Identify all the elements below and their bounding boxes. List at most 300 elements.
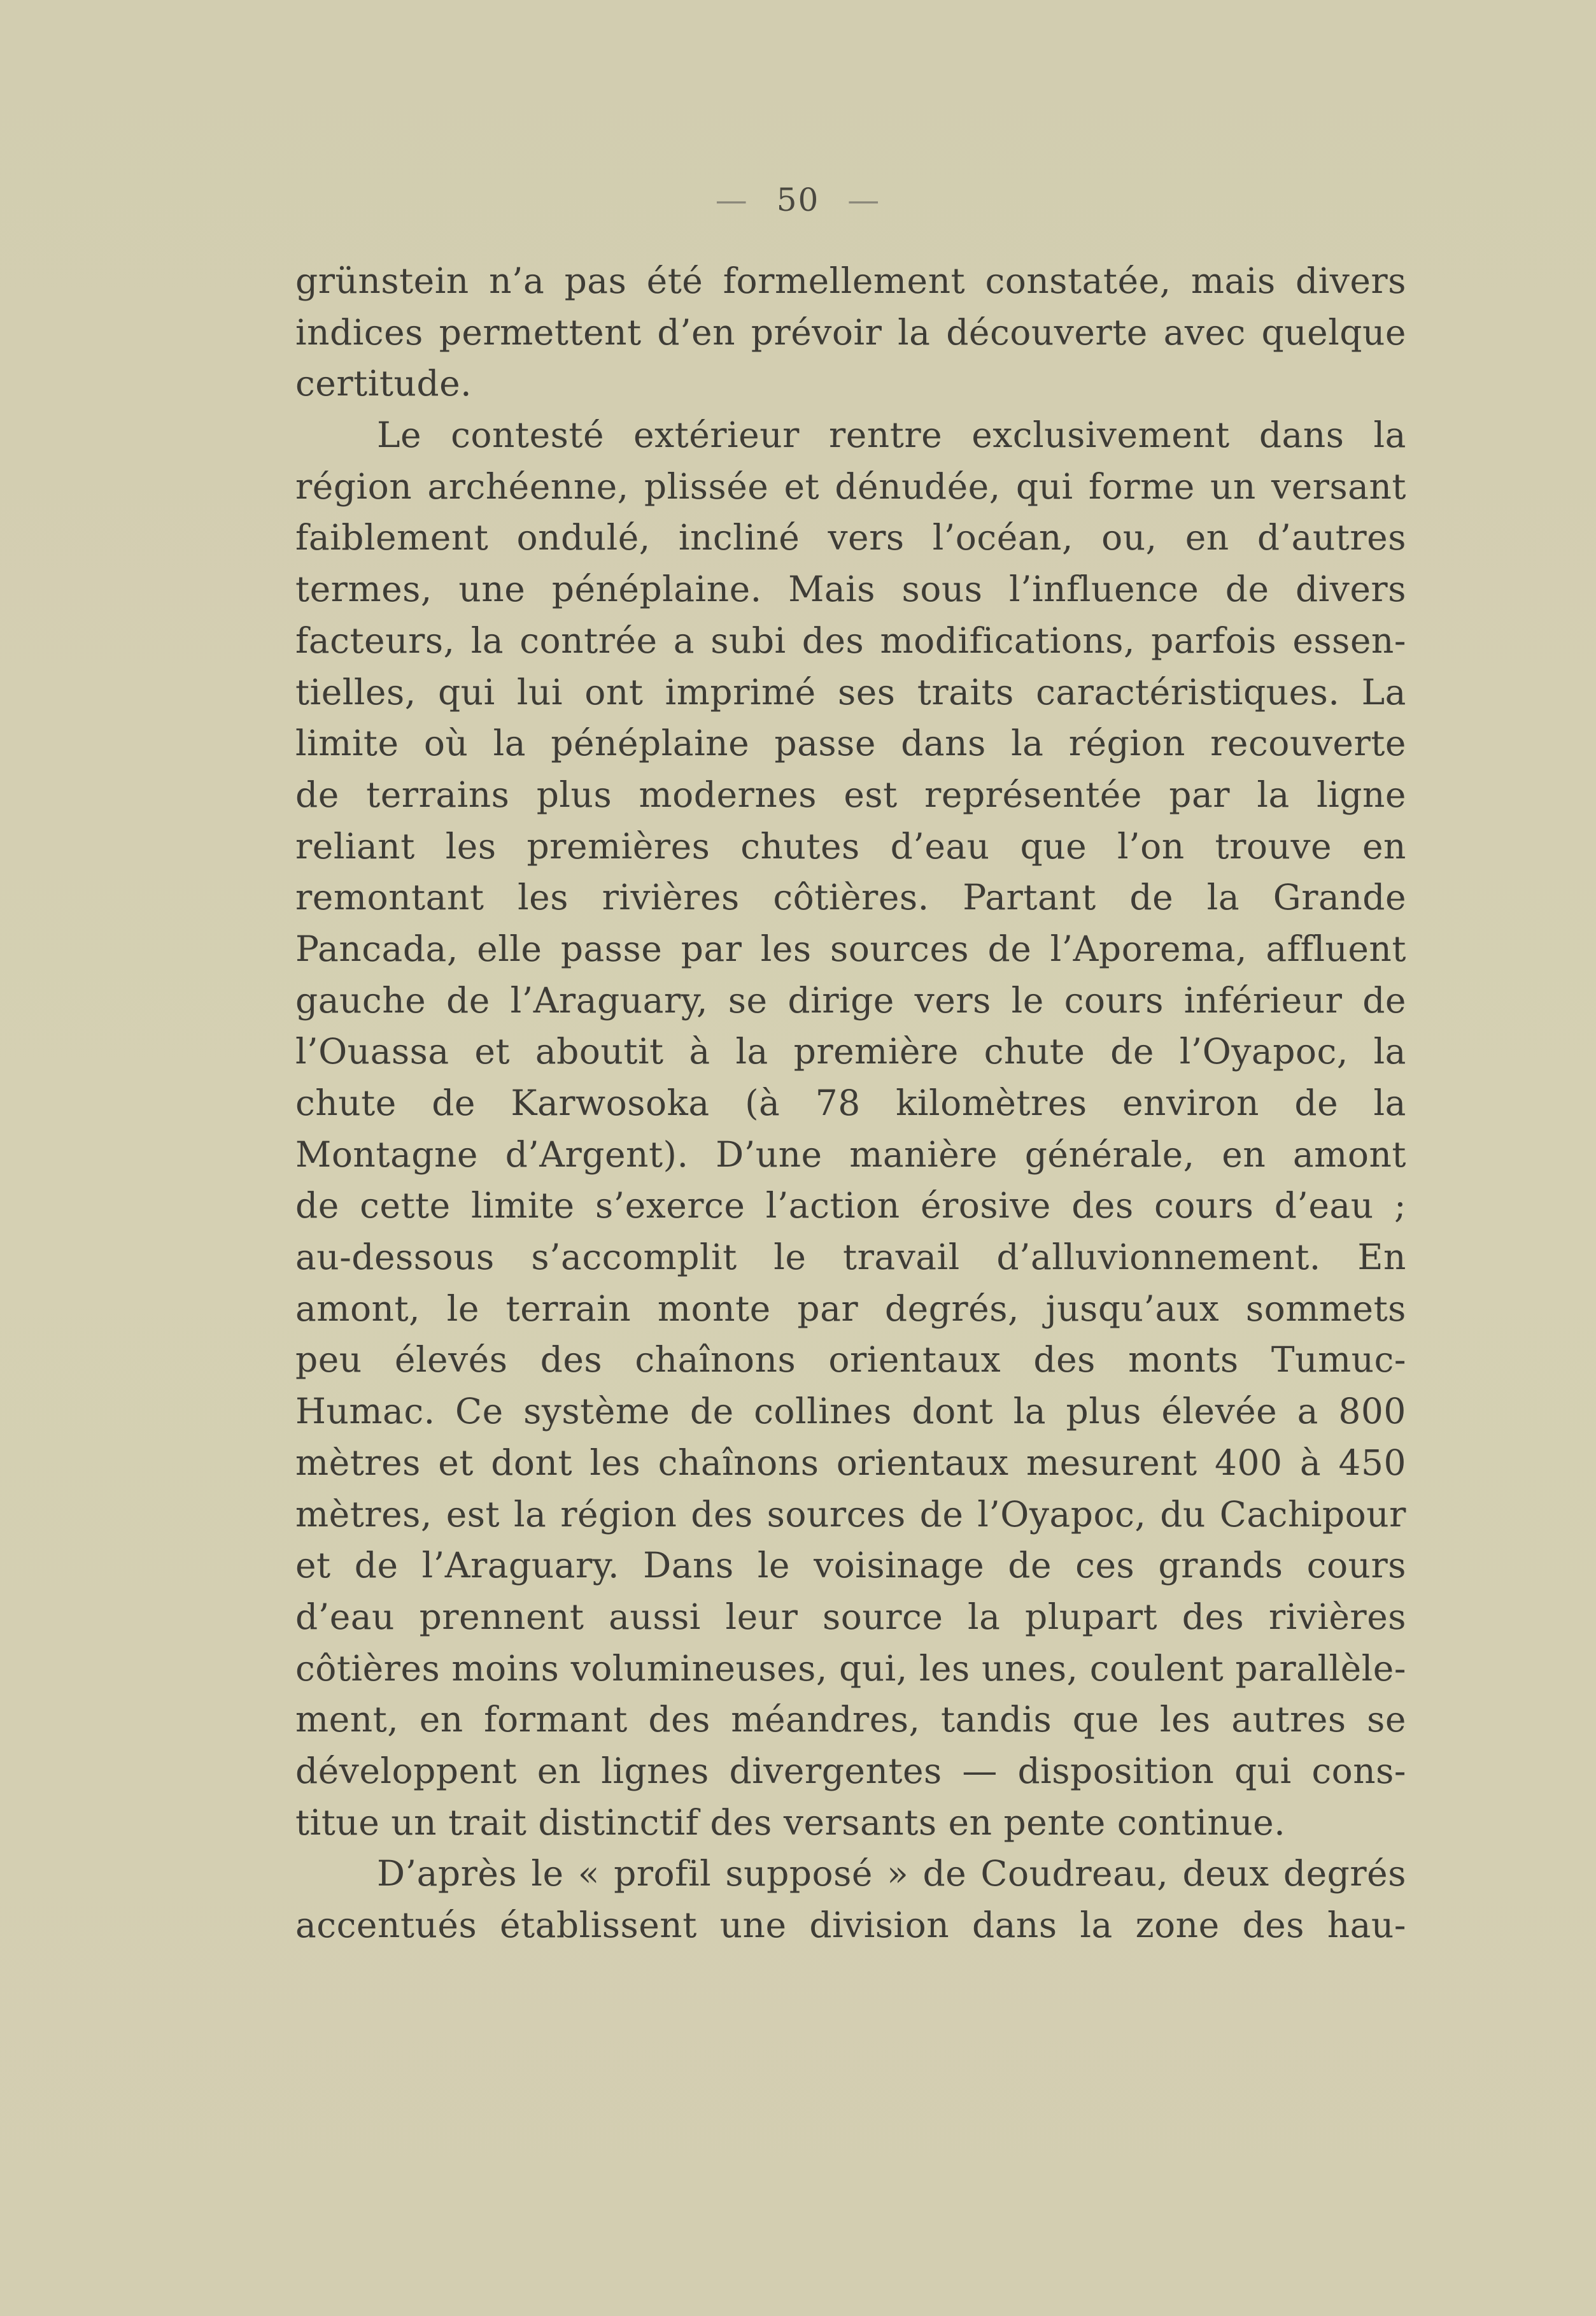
- text-line: [295, 872, 1406, 923]
- word: imprimé: [665, 671, 816, 713]
- word: premières: [526, 825, 710, 867]
- text-line: [295, 1797, 1406, 1849]
- word: qui: [1234, 1750, 1292, 1791]
- word: de: [1110, 1031, 1154, 1072]
- word: formant: [484, 1699, 628, 1740]
- word: lui: [516, 671, 563, 713]
- text-line: [295, 1232, 1406, 1283]
- word: par: [797, 1288, 859, 1329]
- word: Karwosoka: [511, 1083, 710, 1123]
- word: contrée: [519, 620, 658, 661]
- word: monts: [1128, 1339, 1239, 1381]
- word: générale,: [1024, 1133, 1195, 1175]
- word: l’Araguary.: [421, 1545, 620, 1586]
- word: jusqu’aux: [1045, 1288, 1220, 1329]
- word: ses: [837, 671, 896, 713]
- word: la: [1011, 723, 1044, 764]
- word: source: [822, 1596, 943, 1637]
- word: Le: [377, 415, 422, 456]
- word: d’eau: [295, 1596, 395, 1637]
- word: première: [793, 1031, 959, 1072]
- word: le: [446, 1288, 479, 1329]
- word: élevés: [394, 1339, 508, 1381]
- word: chute: [984, 1031, 1085, 1072]
- word: des: [540, 1339, 603, 1381]
- word: développent: [295, 1750, 518, 1791]
- word: des: [648, 1699, 710, 1740]
- word: cours: [1306, 1545, 1406, 1586]
- word: qui: [437, 671, 495, 713]
- word: degrés: [1283, 1853, 1406, 1894]
- word: subi: [710, 620, 786, 661]
- word: de: [446, 979, 490, 1021]
- word: mais: [1190, 260, 1276, 301]
- word: leur: [725, 1596, 798, 1637]
- word: l’océan,: [932, 517, 1073, 558]
- word: pas: [564, 260, 627, 301]
- word: l’influence: [1008, 569, 1199, 610]
- word: se: [1367, 1699, 1406, 1740]
- text-line: [295, 1643, 1406, 1694]
- word: été: [646, 260, 703, 301]
- word: environ: [1122, 1083, 1259, 1123]
- word: de: [295, 1185, 339, 1226]
- word: la: [1206, 877, 1240, 918]
- word: collines: [754, 1391, 892, 1432]
- text-line: [295, 1077, 1406, 1129]
- word: ondulé,: [516, 517, 651, 558]
- word: Dans: [643, 1545, 734, 1586]
- word: Cachipour: [1219, 1493, 1406, 1535]
- word: l’Oyapoc,: [977, 1493, 1147, 1535]
- word: a: [673, 620, 695, 661]
- word: Humac.: [295, 1391, 435, 1432]
- word: voisinage: [814, 1545, 985, 1586]
- text-line: [295, 512, 1406, 564]
- word: orientaux: [828, 1339, 1001, 1381]
- text-line: [295, 1334, 1406, 1386]
- word: le: [773, 1237, 807, 1278]
- word: En: [1357, 1237, 1406, 1278]
- word: D’une: [716, 1133, 823, 1175]
- word: 450: [1338, 1442, 1406, 1483]
- word: l’Ouassa: [295, 1031, 449, 1072]
- word: tielles,: [295, 671, 416, 713]
- word: région: [560, 1493, 677, 1535]
- word: les: [760, 928, 812, 969]
- word: —: [962, 1750, 998, 1791]
- word: que: [1072, 1699, 1140, 1740]
- word: chaînons: [635, 1339, 796, 1381]
- word: région: [295, 465, 413, 507]
- word: établissent: [499, 1905, 697, 1945]
- text-line: [295, 1694, 1406, 1745]
- word: termes,: [295, 569, 432, 610]
- word: peu: [295, 1339, 362, 1381]
- word: Mais: [788, 569, 876, 610]
- text-line: [295, 769, 1406, 821]
- text-line: [295, 1489, 1406, 1540]
- header-dash-left: —: [715, 181, 749, 218]
- text-line: [295, 718, 1406, 769]
- word: un: [1210, 465, 1256, 507]
- word: Montagne: [295, 1133, 478, 1175]
- word: côtières.: [773, 877, 929, 918]
- text-line: [295, 409, 1406, 461]
- word: parallèle-: [1235, 1647, 1406, 1689]
- text-line: [295, 615, 1406, 667]
- text-line: [295, 255, 1406, 307]
- text-line: [295, 821, 1406, 872]
- text-line: [295, 1900, 1406, 1951]
- word: d’autres: [1257, 517, 1406, 558]
- word: et: [438, 1442, 474, 1483]
- text-line: [295, 1283, 1406, 1335]
- line-text: titue un trait distinctif des versants en pente continue.: [295, 1801, 1286, 1843]
- word: les: [1159, 1699, 1211, 1740]
- word: divers: [1296, 260, 1406, 301]
- word: divergentes: [729, 1750, 942, 1791]
- word: 800: [1338, 1391, 1406, 1432]
- word: limite: [295, 723, 399, 764]
- word: avec: [1163, 311, 1246, 353]
- word: sommets: [1245, 1288, 1406, 1329]
- word: érosive: [920, 1185, 1051, 1226]
- word: de: [1362, 979, 1406, 1021]
- word: méandres,: [731, 1699, 921, 1740]
- word: »: [887, 1853, 909, 1894]
- word: kilomètres: [896, 1083, 1087, 1123]
- word: mètres: [295, 1442, 421, 1483]
- word: amont: [1292, 1133, 1406, 1175]
- word: permettent: [439, 311, 642, 353]
- word: ligne: [1317, 774, 1406, 815]
- word: chute: [295, 1083, 397, 1123]
- word: la: [1080, 1905, 1113, 1945]
- word: d’alluvionnement.: [996, 1237, 1321, 1278]
- word: degrés,: [884, 1288, 1019, 1329]
- word: trouve: [1215, 825, 1332, 867]
- word: caractéristiques.: [1036, 671, 1340, 713]
- word: de: [922, 1853, 967, 1894]
- word: limite: [471, 1185, 575, 1226]
- word: l’action: [765, 1185, 900, 1226]
- word: autres: [1231, 1699, 1346, 1740]
- page-number: 50: [776, 181, 820, 218]
- text-line: [295, 923, 1406, 975]
- word: par: [1169, 774, 1231, 815]
- word: et: [784, 465, 820, 507]
- word: cours: [1154, 1185, 1254, 1226]
- header-dash-right: —: [847, 181, 881, 218]
- text-line: [295, 1848, 1406, 1900]
- word: zone: [1135, 1905, 1220, 1945]
- word: supposé: [725, 1853, 873, 1894]
- word: à: [689, 1031, 710, 1072]
- line-text: certitude.: [295, 363, 472, 404]
- word: Coudreau,: [980, 1853, 1169, 1894]
- word: de: [432, 1083, 476, 1123]
- word: système: [523, 1391, 670, 1432]
- word: chutes: [740, 825, 860, 867]
- word: des: [802, 620, 865, 661]
- word: volumineuses,: [570, 1647, 828, 1689]
- word: ont: [584, 671, 644, 713]
- word: dénudée,: [835, 465, 1001, 507]
- word: prennent: [419, 1596, 584, 1637]
- word: parfois: [1151, 620, 1277, 661]
- word: de: [295, 774, 339, 815]
- word: mètres,: [295, 1493, 432, 1535]
- word: des: [1182, 1596, 1245, 1637]
- word: et: [474, 1031, 511, 1072]
- word: ment,: [295, 1699, 399, 1740]
- word: Ce: [455, 1391, 504, 1432]
- word: que: [1020, 825, 1087, 867]
- word: quelque: [1261, 311, 1406, 353]
- word: (à: [745, 1083, 780, 1123]
- word: grands: [1158, 1545, 1283, 1586]
- body-text: [295, 255, 1406, 1951]
- text-line: [295, 1386, 1406, 1437]
- word: est: [844, 774, 898, 815]
- word: de: [689, 1391, 734, 1432]
- text-line: [295, 358, 1406, 409]
- word: élevée: [1161, 1391, 1278, 1432]
- word: des: [1071, 1185, 1134, 1226]
- text-line: [295, 1129, 1406, 1181]
- word: lignes: [601, 1750, 709, 1791]
- word: d’eau: [890, 825, 990, 867]
- word: et: [295, 1545, 331, 1586]
- text-line: [295, 975, 1406, 1027]
- word: dirige: [787, 979, 894, 1021]
- word: de: [987, 928, 1032, 969]
- word: dans: [1259, 415, 1345, 456]
- word: les: [445, 825, 497, 867]
- word: pénéplaine: [551, 723, 750, 764]
- word: est: [446, 1493, 500, 1535]
- word: grünstein: [295, 260, 469, 301]
- word: ;: [1394, 1185, 1406, 1226]
- word: deux: [1182, 1853, 1269, 1894]
- word: 400: [1215, 1442, 1283, 1483]
- word: s’exerce: [595, 1185, 745, 1226]
- word: Pancada,: [295, 928, 458, 969]
- text-line: [295, 1026, 1406, 1077]
- word: Grande: [1273, 877, 1406, 918]
- word: n’a: [489, 260, 545, 301]
- word: D’après: [377, 1853, 518, 1894]
- word: accentués: [295, 1905, 477, 1945]
- word: de: [1294, 1083, 1339, 1123]
- word: où: [423, 723, 469, 764]
- word: une: [719, 1905, 787, 1945]
- word: essen-: [1292, 620, 1406, 661]
- word: division: [809, 1905, 950, 1945]
- word: d’en: [657, 311, 736, 353]
- text-line: [295, 667, 1406, 718]
- text-line: [295, 1591, 1406, 1643]
- word: la: [968, 1596, 1001, 1637]
- word: la: [470, 620, 504, 661]
- word: la: [1257, 774, 1290, 815]
- word: le: [757, 1545, 790, 1586]
- word: tandis: [940, 1699, 1052, 1740]
- word: elle: [477, 928, 542, 969]
- word: plus: [536, 774, 612, 815]
- word: incliné: [678, 517, 800, 558]
- word: remontant: [295, 877, 484, 918]
- word: région: [1068, 723, 1185, 764]
- word: en: [1222, 1133, 1266, 1175]
- word: Tumuc-: [1271, 1339, 1406, 1381]
- word: formellement: [723, 260, 966, 301]
- word: de: [1008, 1545, 1052, 1586]
- word: aussi: [609, 1596, 701, 1637]
- text-line: [295, 564, 1406, 615]
- word: coulent: [1089, 1647, 1224, 1689]
- word: les: [518, 877, 568, 918]
- word: qui: [1015, 465, 1073, 507]
- word: en: [419, 1699, 463, 1740]
- word: exclusivement: [971, 415, 1230, 456]
- word: la: [1373, 415, 1406, 456]
- word: d’Argent).: [505, 1133, 689, 1175]
- word: en: [537, 1750, 581, 1791]
- word: se: [728, 979, 768, 1021]
- word: le: [531, 1853, 564, 1894]
- word: de: [1225, 569, 1269, 610]
- word: le: [1011, 979, 1044, 1021]
- word: sources: [830, 928, 970, 969]
- word: cons-: [1311, 1750, 1406, 1791]
- word: dont: [912, 1391, 994, 1432]
- word: contesté: [451, 415, 604, 456]
- word: l’Araguary,: [510, 979, 708, 1021]
- word: découverte: [946, 311, 1148, 353]
- word: passe: [560, 928, 663, 969]
- word: chaînons: [658, 1442, 819, 1483]
- word: la: [513, 1493, 547, 1535]
- word: la: [735, 1031, 768, 1072]
- word: gauche: [295, 979, 427, 1021]
- word: au-dessous: [295, 1237, 495, 1278]
- word: en: [1362, 825, 1406, 867]
- word: les: [590, 1442, 641, 1483]
- word: des: [1242, 1905, 1304, 1945]
- word: plupart: [1025, 1596, 1158, 1637]
- word: monte: [657, 1288, 771, 1329]
- word: du: [1160, 1493, 1206, 1535]
- word: dont: [491, 1442, 573, 1483]
- word: modernes: [639, 774, 817, 815]
- word: recouverte: [1210, 723, 1406, 764]
- word: cours: [1064, 979, 1164, 1021]
- word: dans: [971, 1905, 1057, 1945]
- word: archéenne,: [427, 465, 629, 507]
- word: la: [1373, 1083, 1406, 1123]
- word: reliant: [295, 825, 415, 867]
- word: dans: [901, 723, 986, 764]
- page-header: [0, 181, 1596, 218]
- word: sous: [901, 569, 983, 610]
- word: «: [577, 1853, 600, 1894]
- word: prévoir: [751, 311, 882, 353]
- word: la: [1373, 1031, 1406, 1072]
- word: représentée: [924, 774, 1142, 815]
- word: rentre: [828, 415, 943, 456]
- word: constatée,: [985, 260, 1171, 301]
- word: profil: [614, 1853, 712, 1894]
- word: pénéplaine.: [551, 569, 762, 610]
- text-line: [295, 461, 1406, 513]
- word: faiblement: [295, 517, 489, 558]
- word: indices: [295, 311, 423, 353]
- word: inférieur: [1183, 979, 1343, 1021]
- word: vers: [828, 517, 905, 558]
- word: plus: [1066, 1391, 1141, 1432]
- word: extérieur: [633, 415, 800, 456]
- word: mesurent: [1026, 1442, 1197, 1483]
- word: par: [681, 928, 742, 969]
- word: a: [1297, 1391, 1318, 1432]
- word: à: [1299, 1442, 1322, 1483]
- word: divers: [1296, 569, 1406, 610]
- word: moins: [451, 1647, 560, 1689]
- word: l’on: [1117, 825, 1185, 867]
- word: vers: [914, 979, 991, 1021]
- word: modifications,: [880, 620, 1135, 661]
- word: cette: [360, 1185, 451, 1226]
- word: de: [1129, 877, 1174, 918]
- word: de: [919, 1493, 964, 1535]
- text-line: [295, 1540, 1406, 1591]
- word: l’Aporema,: [1050, 928, 1247, 969]
- word: hau-: [1327, 1905, 1406, 1945]
- text-line: [295, 1180, 1406, 1232]
- word: des: [691, 1493, 753, 1535]
- word: versant: [1271, 465, 1406, 507]
- word: aboutit: [535, 1031, 664, 1072]
- word: traits: [917, 671, 1014, 713]
- word: ou,: [1101, 517, 1157, 558]
- word: 78: [815, 1083, 861, 1123]
- word: unes,: [981, 1647, 1078, 1689]
- word: sources: [766, 1493, 906, 1535]
- word: terrains: [366, 774, 510, 815]
- word: une: [458, 569, 526, 610]
- text-line: [295, 1745, 1406, 1797]
- word: d’eau: [1274, 1185, 1374, 1226]
- word: facteurs,: [295, 620, 455, 661]
- word: Partant: [963, 877, 1096, 918]
- word: en: [1185, 517, 1229, 558]
- word: les: [919, 1647, 970, 1689]
- word: la: [898, 311, 931, 353]
- word: des: [1033, 1339, 1096, 1381]
- text-line: [295, 307, 1406, 359]
- word: s’accomplit: [531, 1237, 737, 1278]
- word: travail: [843, 1237, 960, 1278]
- word: orientaux: [836, 1442, 1009, 1483]
- word: l’Oyapoc,: [1179, 1031, 1348, 1072]
- word: rivières: [602, 877, 740, 918]
- word: plissée: [644, 465, 769, 507]
- word: la: [1013, 1391, 1047, 1432]
- word: de: [354, 1545, 399, 1586]
- word: côtières: [295, 1647, 441, 1689]
